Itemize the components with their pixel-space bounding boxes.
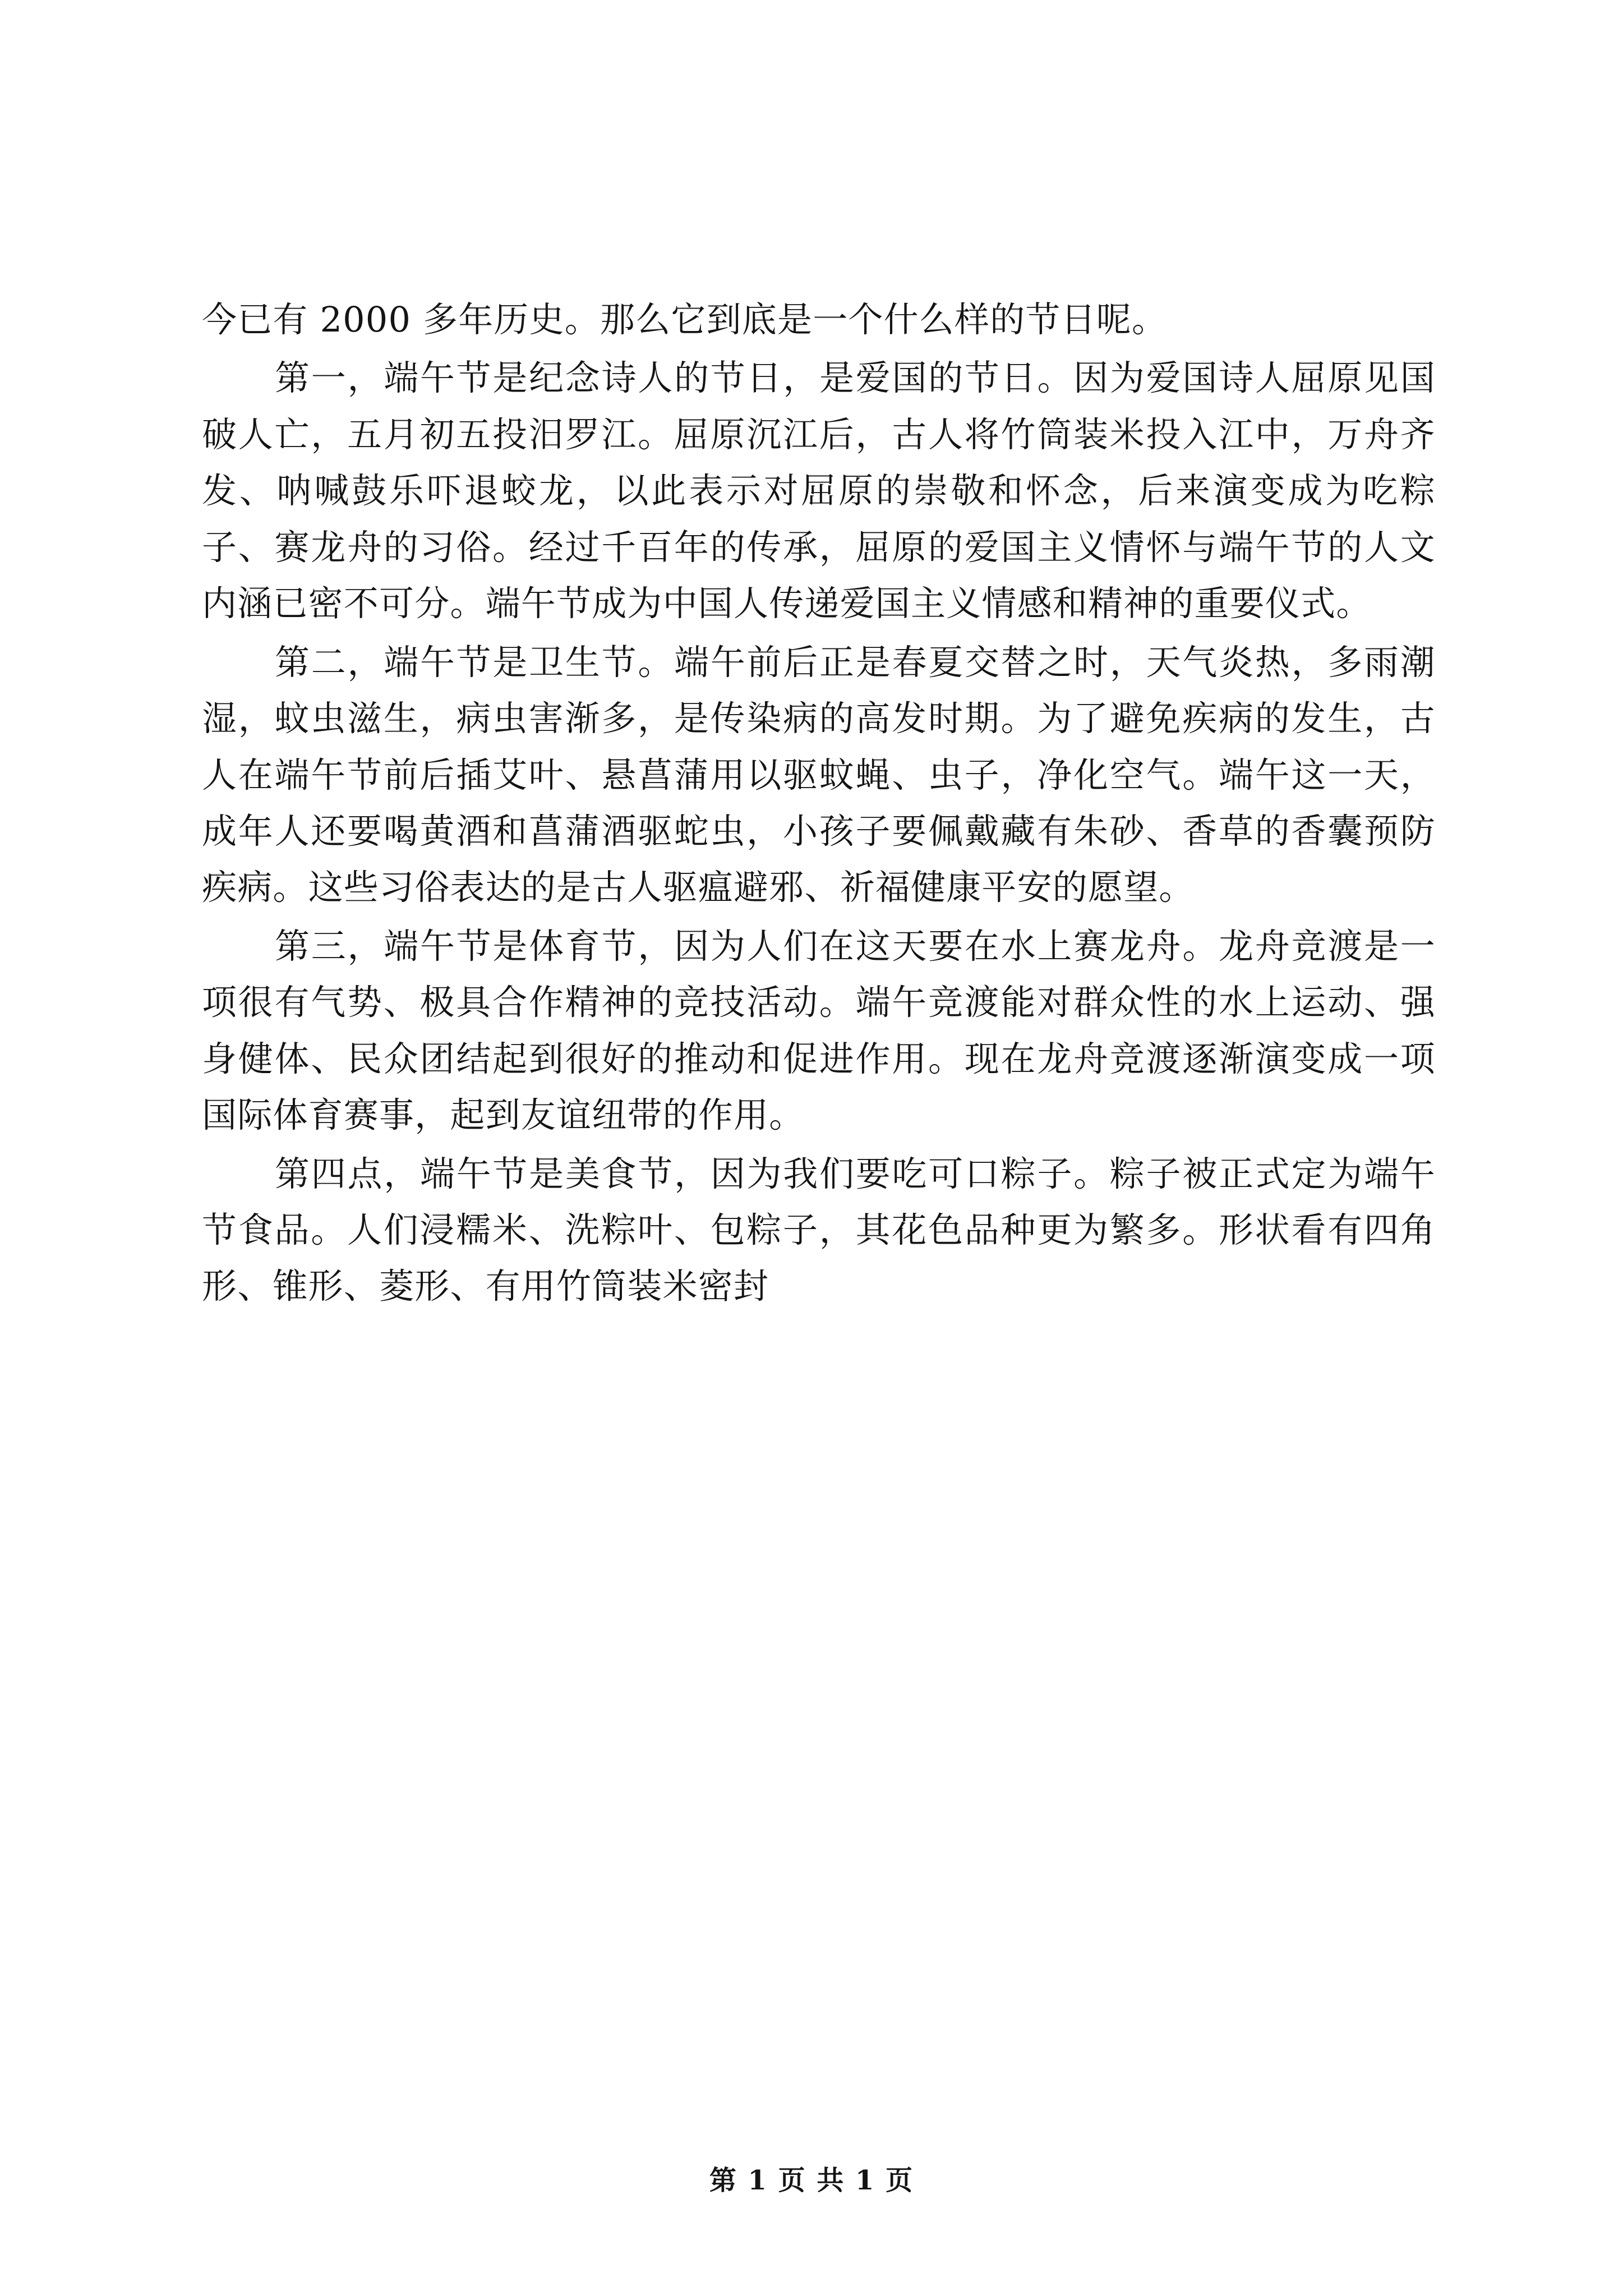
document-body: [202, 292, 1436, 1315]
paragraph: 第三，端午节是体育节，因为人们在这天要在水上赛龙舟。龙舟竞渡是一项很有气势、极具合作精神的竞技活动。端午竞渡能对群众性的水上运动、强身健体、民众团结起到很好的推动和促进作用。现在龙舟竞渡逐渐演变成一项国际体育赛事，起到友谊纽带的作用。: [202, 925, 1436, 1136]
paragraph: 第二，端午节是卫生节。端午前后正是春夏交替之时，天气炎热，多雨潮湿，蚊虫滋生，病虫害渐多，是传染病的高发时期。为了避免疾病的发生，古人在端午节前后插艾叶、悬菖蒲用以驱蚊蝇、虫子，净化空气。端午这一天，成年人还要喝黄酒和菖蒲酒驱蛇虫，小孩子要佩戴藏有朱砂、香草的香囊预防疾病。这些习俗表达的是古人驱瘟避邪、祈福健康平安的愿望。: [202, 641, 1436, 908]
paragraph: 第一，端午节是纪念诗人的节日，是爱国的节日。因为爱国诗人屈原见国破人亡，五月初五投汨罗江。屈原沉江后，古人将竹筒装米投入江中，万舟齐发、呐喊鼓乐吓退蛟龙，以此表示对屈原的崇敬和怀念，后来演变成为吃粽子、赛龙舟的习俗。经过千百年的传承，屈原的爱国主义情怀与端午节的人文内涵已密不可分。端午节成为中国人传递爱国主义情感和精神的重要仪式。: [202, 357, 1436, 624]
page-footer: 第 1 页 共 1 页: [709, 2165, 914, 2196]
paragraph: 今已有 2000 多年历史。那么它到底是一个什么样的节日呢。: [202, 299, 1168, 340]
paragraph: 第四点，端午节是美食节，因为我们要吃可口粽子。粽子被正式定为端午节食品。人们浸糯米、洗粽叶、包粽子，其花色品种更为繁多。形状看有四角形、锥形、菱形、有用竹筒装米密封: [202, 1153, 1436, 1307]
